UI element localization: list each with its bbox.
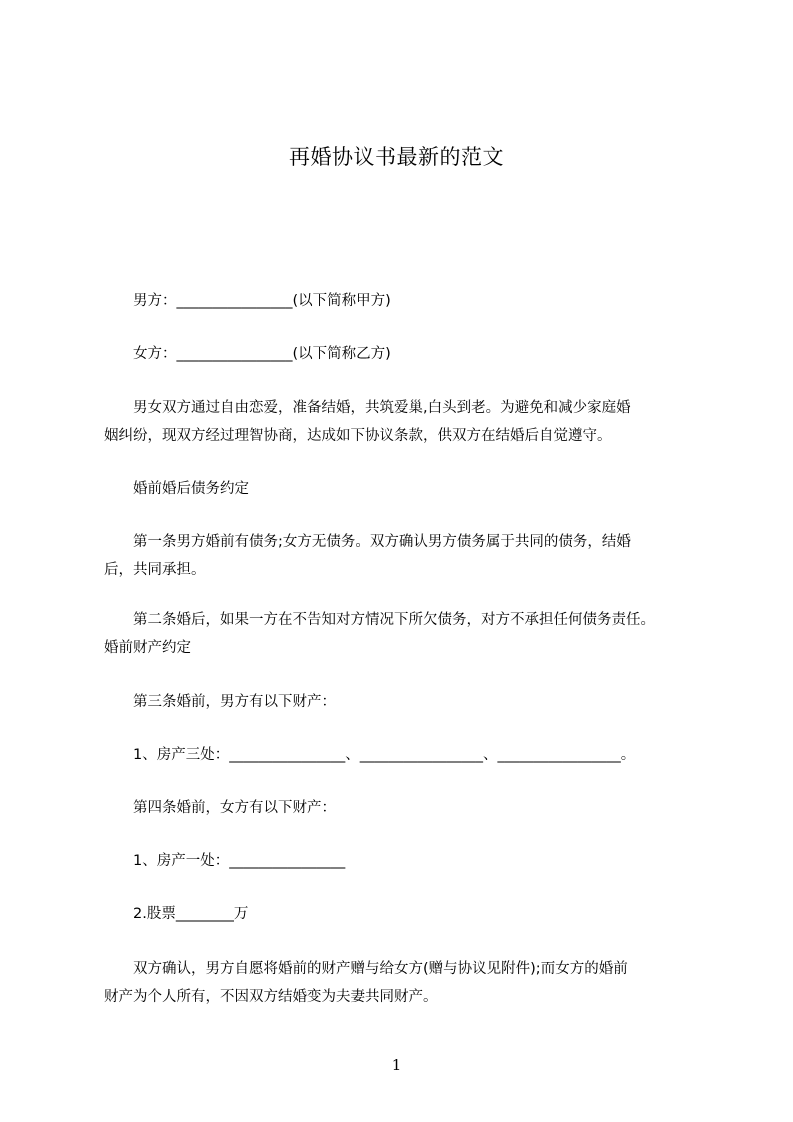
paragraph-preamble-line1: 男女双方通过自由恋爱，准备结婚，共筑爱巢,白头到老。为避免和减少家庭婚 [104,400,631,416]
page-number: 1 [391,1056,402,1074]
paragraph-wife-house: 1、房产一处：________________ [104,853,346,869]
section-heading-property: 婚前财产约定 [104,640,191,656]
paragraph-husband: 男方：________________(以下简称甲方) [104,293,391,309]
paragraph-article1-line2: 后，共同承担。 [104,562,206,578]
paragraph-article2-line1: 第二条婚后，如果一方在不告知对方情况下所欠债务，对方不承担任何债务责任。 [104,612,655,628]
paragraph-confirmation-line2: 财产为个人所有，不因双方结婚变为夫妻共同财产。 [104,989,438,1005]
paragraph-wife: 女方：________________(以下简称乙方) [104,346,391,362]
paragraph-wife-stock: 2.股票________万 [104,906,249,922]
paragraph-husband-property: 1、房产三处：________________、_________________、_________________。 [104,747,636,763]
paragraph-article4: 第四条婚前，女方有以下财产： [104,800,336,816]
paragraph-article1-line1: 第一条男方婚前有债务;女方无债务。双方确认男方债务属于共同的债务，结婚 [104,534,631,550]
section-heading-debt: 婚前婚后债务约定 [104,481,249,497]
document-title: 再婚协议书最新的范文 [289,145,504,169]
paragraph-preamble-line2: 姻纠纷，现双方经过理智协商，达成如下协议条款，供双方在结婚后自觉遵守。 [104,428,612,444]
paragraph-confirmation-line1: 双方确认，男方自愿将婚前的财产赠与给女方(赠与协议见附件);而女方的婚前 [104,961,628,977]
paragraph-article3: 第三条婚前，男方有以下财产： [104,694,336,710]
